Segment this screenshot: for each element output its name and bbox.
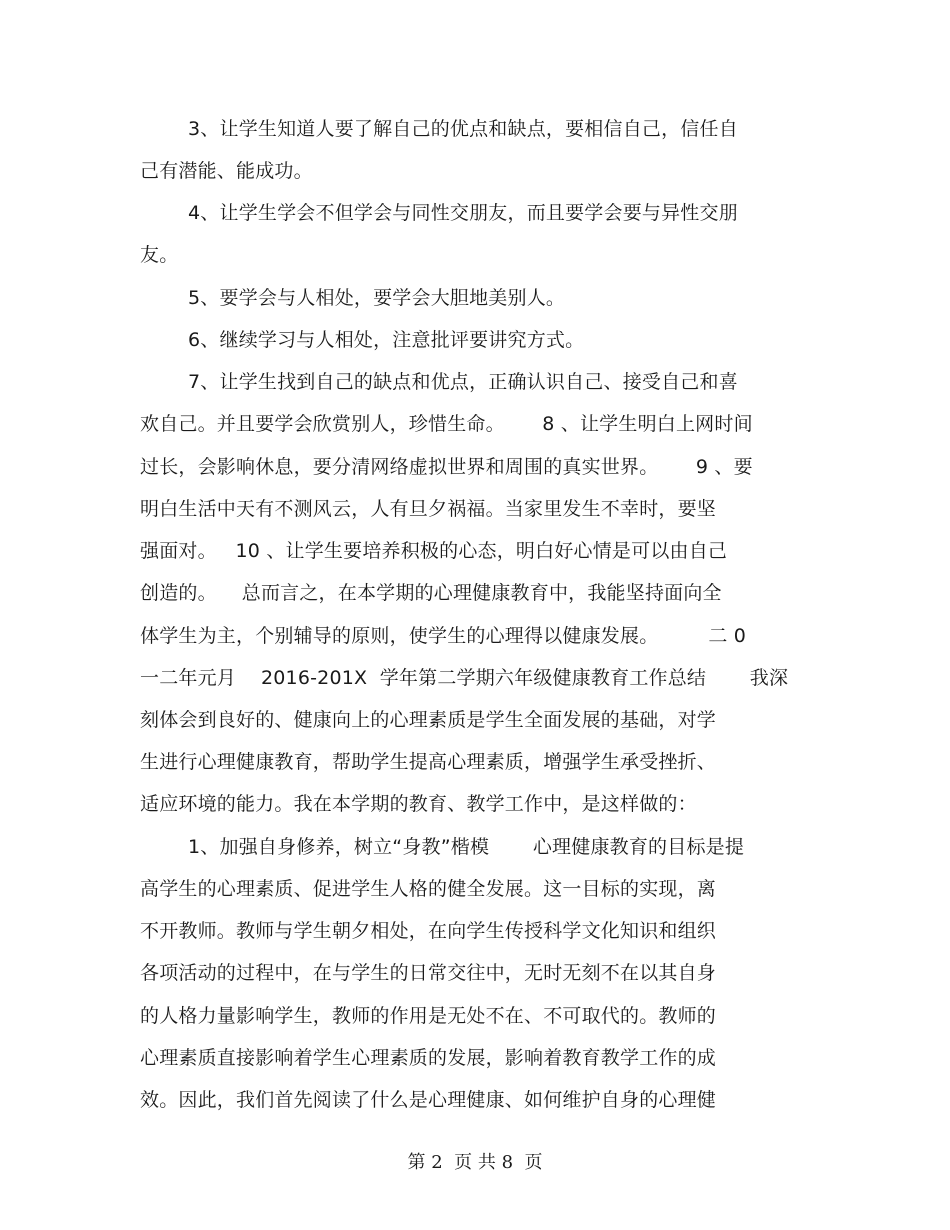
- page-footer: 第 2 页 共 8 页: [407, 1152, 543, 1173]
- text-line: 1、加强自身修养，树立“身教”楷模 心理健康教育的目标是提: [188, 836, 745, 858]
- text-line: 一二年元月 2016-201X 学年第二学期六年级健康教育工作总结 我深: [140, 667, 789, 689]
- text-line: 心理素质直接影响着学生心理素质的发展，影响着教育教学工作的成: [140, 1047, 717, 1069]
- text-line: 刻体会到良好的、健康向上的心理素质是学生全面发展的基础，对学: [140, 709, 717, 731]
- text-line: 的人格力量影响学生，教师的作用是无处不在、不可取代的。教师的: [140, 1005, 717, 1027]
- text-line: 适应环境的能力。我在本学期的教育、教学工作中，是这样做的：: [140, 793, 697, 815]
- text-line: 友。: [140, 244, 179, 266]
- text-line: 6、继续学习与人相处，注意批评要讲究方式。: [188, 329, 585, 351]
- text-line: 3、让学生知道人要了解自己的优点和缺点，要相信自己，信任自: [188, 118, 738, 140]
- text-line: 7、让学生找到自己的缺点和优点，正确认识自己、接受自己和喜: [188, 371, 738, 393]
- text-line: 高学生的心理素质、促进学生人格的健全发展。这一目标的实现，离: [140, 878, 717, 900]
- text-line: 不开教师。教师与学生朝夕相处，在向学生传授科学文化知识和组织: [140, 920, 717, 942]
- text-line: 强面对。 10 、让学生要培养积极的心态，明白好心情是可以由自己: [140, 540, 728, 562]
- text-line: 过长，会影响休息，要分清网络虚拟世界和周围的真实世界。 9 、要: [140, 456, 753, 478]
- text-line: 5、要学会与人相处，要学会大胆地美别人。: [188, 287, 566, 309]
- text-line: 各项活动的过程中，在与学生的日常交往中，无时无刻不在以其自身: [140, 962, 717, 984]
- text-line: 生进行心理健康教育，帮助学生提高心理素质，增强学生承受挫折、: [140, 751, 717, 773]
- text-line: 体学生为主，个别辅导的原则，使学生的心理得以健康发展。 二 0: [140, 625, 747, 647]
- text-line: 创造的。 总而言之，在本学期的心理健康教育中，我能坚持面向全: [140, 582, 722, 604]
- text-line: 己有潜能、能成功。: [140, 160, 313, 182]
- text-line: 欢自己。并且要学会欣赏别人，珍惜生命。 8 、让学生明白上网时间: [140, 413, 753, 435]
- text-line: 明白生活中天有不测风云，人有旦夕祸福。当家里发生不幸时，要坚: [140, 498, 717, 520]
- text-line: 4、让学生学会不但学会与同性交朋友，而且要学会要与异性交朋: [188, 202, 738, 224]
- text-line: 效。因此，我们首先阅读了什么是心理健康、如何维护自身的心理健: [140, 1089, 717, 1111]
